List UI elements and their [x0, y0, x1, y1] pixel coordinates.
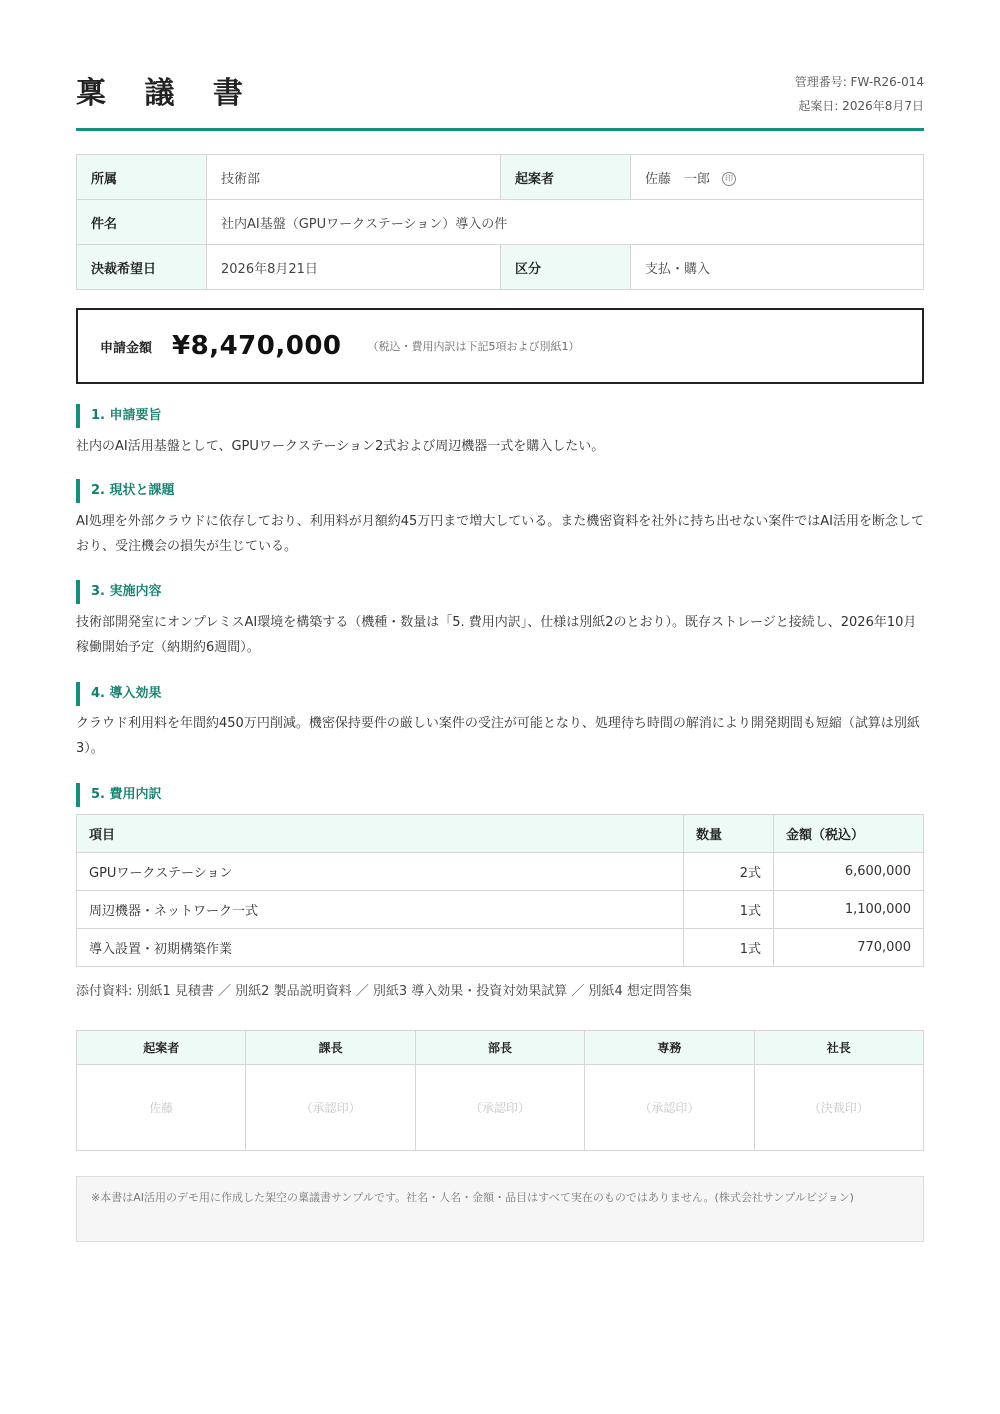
cost-table	[76, 814, 924, 967]
approval-header: 部長	[415, 1031, 584, 1065]
drafter-label: 起案者	[501, 155, 631, 200]
cost-amount: 1,100,000	[774, 891, 924, 929]
cost-item: GPUワークステーション	[77, 853, 684, 891]
section-heading-costs: 5. 費用内訳	[76, 783, 162, 807]
category-value: 支払・購入	[631, 245, 924, 290]
stamp-cell: （決裁印）	[754, 1065, 923, 1151]
seal-icon: 印	[722, 172, 736, 186]
amount-label: 申請金額	[100, 340, 153, 356]
drafter-cell	[631, 155, 924, 200]
approval-stamp-row	[77, 1065, 924, 1151]
amount-value: ¥8,470,000	[172, 331, 342, 361]
approval-header: 起案者	[77, 1031, 246, 1065]
cost-header-item: 項目	[77, 815, 684, 853]
stamp-cell: （承認印）	[246, 1065, 415, 1151]
cost-amount: 6,600,000	[774, 853, 924, 891]
table-row	[77, 891, 924, 929]
draft-date: 起案日: 2026年8月7日	[798, 99, 924, 113]
approval-header: 専務	[585, 1031, 754, 1065]
cost-item: 導入設置・初期構築作業	[77, 929, 684, 967]
table-row	[77, 929, 924, 967]
section-body-summary: 社内のAI活用基盤として、GPUワークステーション2式および周辺機器一式を購入したい。	[76, 439, 605, 454]
cost-header-amount: 金額（税込）	[774, 815, 924, 853]
subject-value: 社内AI基盤（GPUワークステーション）導入の件	[207, 200, 924, 245]
section-heading-summary: 1. 申請要旨	[76, 404, 162, 428]
document-meta	[795, 70, 924, 118]
due-date-value: 2026年8月21日	[207, 245, 501, 290]
due-date-label: 決裁希望日	[77, 245, 207, 290]
stamp-cell: （承認印）	[415, 1065, 584, 1151]
section-body-effects: クラウド利用料を年間約450万円削減。機密保持要件の厳しい案件の受注が可能となり、処理待ち時間の解消により開発期間も短縮（試算は別紙3）。	[76, 716, 920, 756]
stamp-cell: （承認印）	[585, 1065, 754, 1151]
cost-qty: 1式	[684, 929, 774, 967]
info-row	[77, 200, 924, 245]
approval-header-row	[77, 1031, 924, 1065]
cost-qty: 2式	[684, 853, 774, 891]
title-divider	[76, 128, 924, 131]
subject-label: 件名	[77, 200, 207, 245]
info-table	[76, 154, 924, 290]
disclaimer-note: ※本書はAI活用のデモ用に作成した架空の稟議書サンプルです。社名・人名・金額・品目はすべて実在のものではありません。(株式会社サンプルビジョン)	[76, 1176, 924, 1242]
dept-value: 技術部	[207, 155, 501, 200]
section-heading-issues: 2. 現状と課題	[76, 479, 175, 503]
section-heading-plan: 3. 実施内容	[76, 580, 162, 604]
dept-label: 所属	[77, 155, 207, 200]
document-title: 稟 議 書	[76, 76, 257, 111]
info-row	[77, 245, 924, 290]
cost-qty: 1式	[684, 891, 774, 929]
info-row	[77, 155, 924, 200]
approval-table	[76, 1030, 924, 1151]
drafter-value: 佐藤 一郎	[645, 171, 711, 187]
approval-header: 課長	[246, 1031, 415, 1065]
attachments-list: 添付資料: 別紙1 見積書 ／ 別紙2 製品説明資料 ／ 別紙3 導入効果・投資対効果試算 ／ 別紙4 想定問答集	[76, 984, 692, 999]
table-row	[77, 853, 924, 891]
control-number: 管理番号: FW-R26-014	[794, 75, 924, 89]
amount-note: （税込・費用内訳は下記5項および別紙1）	[367, 340, 580, 353]
amount-box	[76, 308, 924, 384]
cost-item: 周辺機器・ネットワーク一式	[77, 891, 684, 929]
cost-header-row	[77, 815, 924, 853]
category-label: 区分	[501, 245, 631, 290]
approval-header: 社長	[754, 1031, 923, 1065]
section-heading-effects: 4. 導入効果	[76, 682, 162, 706]
stamp-cell: 佐藤	[77, 1065, 246, 1151]
section-body-plan: 技術部開発室にオンプレミスAI環境を構築する（機種・数量は「5. 費用内訳」、仕様は別紙2のとおり）。既存ストレージと接続し、2026年10月稼働開始予定（納期約6週間）。	[76, 615, 917, 655]
section-body-issues: AI処理を外部クラウドに依存しており、利用料が月額約45万円まで増大している。また機密資料を社外に持ち出せない案件ではAI活用を断念しており、受注機会の損失が生じている。	[76, 514, 924, 554]
cost-amount: 770,000	[774, 929, 924, 967]
cost-header-qty: 数量	[684, 815, 774, 853]
